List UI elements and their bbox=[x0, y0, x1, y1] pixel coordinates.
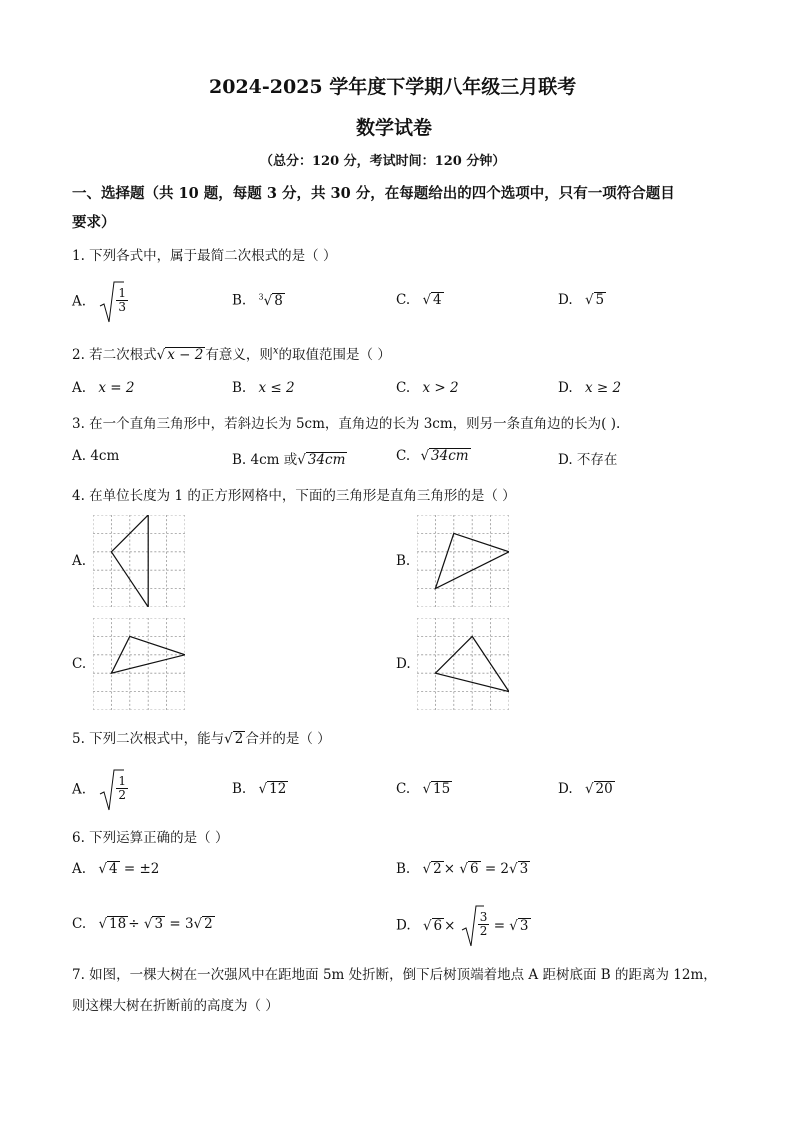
q3-option-c: C. √ 34cm bbox=[396, 448, 469, 464]
q4-option-d-label: D. bbox=[396, 656, 411, 672]
question-4-stem: 4. 在单位长度为 1 的正方形网格中，下面的三角形是直角三角形的是（ ） bbox=[72, 488, 516, 504]
sqrt-one-half: $\frac{1}{2}$ bbox=[98, 768, 128, 812]
q3-option-b: B. 4cm 或√ 34cm bbox=[232, 452, 346, 468]
exam-note: （总分：120 分，考试时间：120 分钟） bbox=[260, 154, 506, 169]
exam-title: 2024-2025 学年度下学期八年级三月联考 bbox=[209, 76, 577, 98]
q1-option-c: C. √ 4 bbox=[396, 292, 442, 308]
section-heading: 一、选择题（共 10 题，每题 3 分，共 30 分，在每题给出的四个选项中，只有一项符合题目 bbox=[72, 185, 675, 202]
q5-option-c: C. √ 15 bbox=[396, 781, 451, 797]
question-1-stem: 1. 下列各式中，属于最简二次根式的是（ ） bbox=[72, 248, 337, 264]
q2-option-a: A. x = 2 bbox=[72, 380, 135, 396]
question-2-stem: 2. 若二次根式√ x − 2 有意义，则$^x$的取值范围是（ ） bbox=[72, 345, 391, 363]
q4-grid-b bbox=[417, 515, 509, 607]
q1-option-a: A. $\frac{1}{3}$ bbox=[72, 280, 128, 324]
q5-option-d: D. √ 20 bbox=[558, 781, 613, 797]
q6-option-a: A. √ 4 = ±2 bbox=[72, 861, 160, 877]
q4-grid-d bbox=[417, 618, 509, 710]
question-5-stem: 5. 下列二次根式中，能与√ 2 合并的是（ ） bbox=[72, 731, 331, 747]
question-6-stem: 6. 下列运算正确的是（ ） bbox=[72, 830, 229, 846]
q6-option-b: B. √ 2 × √ 6 = 2√ 3 bbox=[396, 861, 529, 877]
q3-option-a: A. 4cm bbox=[72, 448, 120, 464]
q3-option-d: D. 不存在 bbox=[558, 452, 618, 468]
q6-option-c: C. √ 18 ÷ √ 3 = 3√ 2 bbox=[72, 916, 213, 932]
q1-option-d: D. √ 5 bbox=[558, 292, 605, 308]
q2-option-d: D. x ≥ 2 bbox=[558, 380, 622, 396]
q2-option-c: C. x > 2 bbox=[396, 380, 459, 396]
q4-option-a-label: A. bbox=[72, 553, 87, 569]
q5-option-a: A. $\frac{1}{2}$ bbox=[72, 768, 128, 812]
q4-grid-a bbox=[93, 515, 185, 607]
question-7-stem-line2: 则这棵大树在折断前的高度为（ ） bbox=[72, 998, 279, 1014]
question-3-stem: 3. 在一个直角三角形中，若斜边长为 5cm，直角边的长为 3cm，则另一条直角边的长为( ). bbox=[72, 416, 621, 432]
section-heading-cont: 要求） bbox=[72, 214, 116, 231]
q1-option-b: B. $^3$√ 8 bbox=[232, 292, 283, 309]
q5-option-b: B. √ 12 bbox=[232, 781, 287, 797]
exam-subtitle: 数学试卷 bbox=[356, 117, 433, 139]
q2-option-b: B. x ≤ 2 bbox=[232, 380, 295, 396]
q4-option-b-label: B. bbox=[396, 553, 411, 569]
question-7-stem-line1: 7. 如图，一棵大树在一次强风中在距地面 5m 处折断，倒下后树顶端着地点 A 距树底面 B 的距离为 12m， bbox=[72, 967, 717, 983]
q4-option-c-label: C. bbox=[72, 656, 87, 672]
q6-option-d: D. √ 6 × $\frac{3}{2}$ = √ 3 bbox=[396, 904, 531, 948]
sqrt-three-halves: $\frac{3}{2}$ bbox=[460, 904, 490, 948]
q4-grid-c bbox=[93, 618, 185, 710]
sqrt-one-third: $\frac{1}{3}$ bbox=[98, 280, 128, 324]
